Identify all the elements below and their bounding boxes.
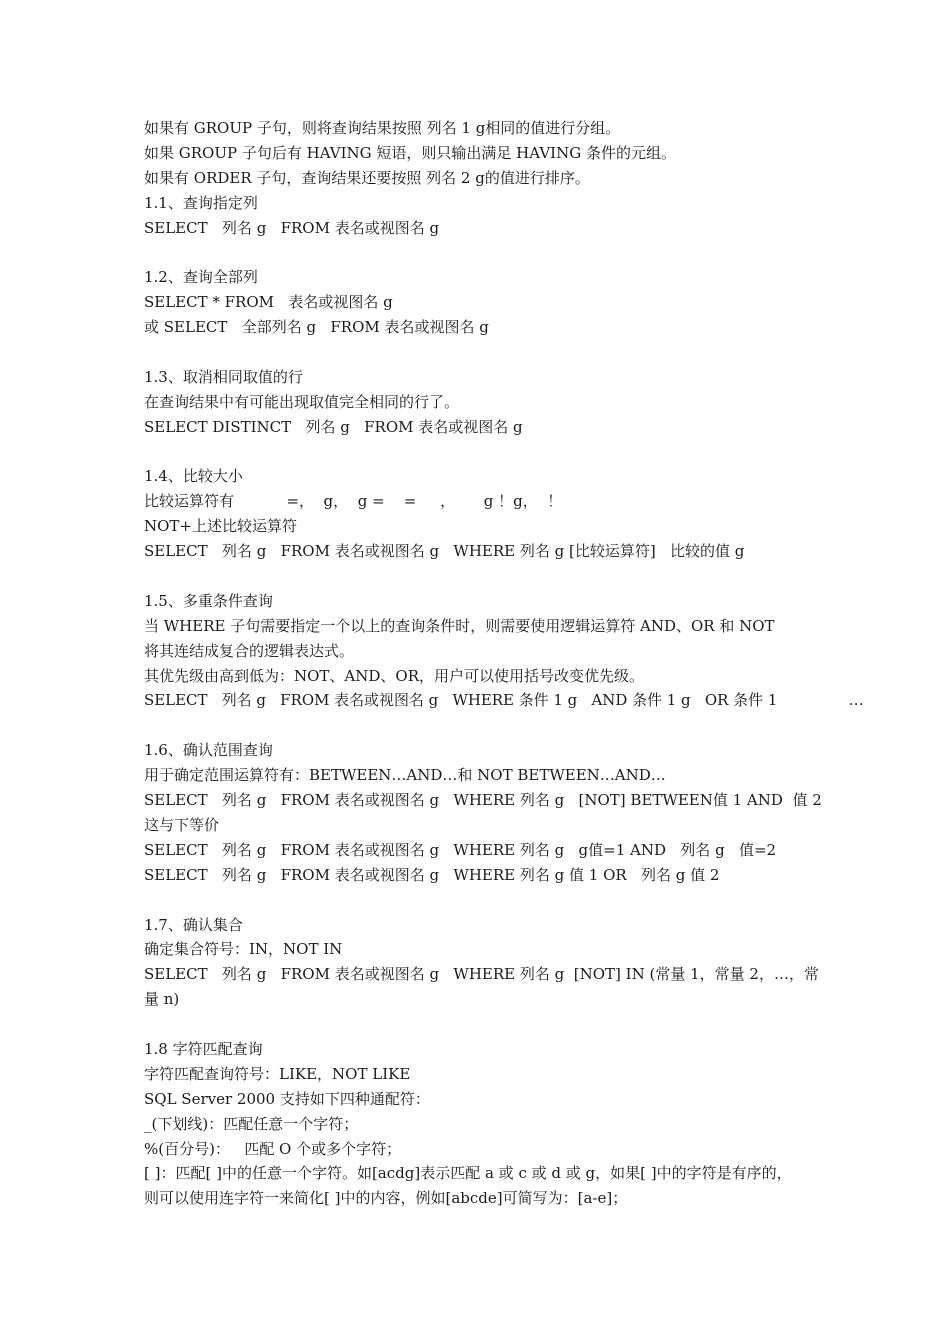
blank-line [144,340,844,365]
blank-line [144,564,844,589]
blank-line [144,440,844,465]
section-heading: 1.4、比较大小 [144,467,243,486]
section-heading: 1.2、查询全部列 [144,268,258,287]
text-line: [ ]：匹配[ ]中的任意一个字符。如[acdg]表示匹配 a 或 c 或 d 或 g，如果[ ]中的字符是有序的， [144,1164,792,1183]
text-line: 这与下等价 [144,815,220,834]
blank-line [144,888,844,913]
text-line: 如果有 ORDER 子句，查询结果还要按照 列名 2 g的值进行排序。 [144,168,590,187]
text-line: %(百分号)： 匹配 O 个或多个字符； [144,1139,402,1158]
text-line: 将其连结成复合的逻辑表达式。 [144,641,355,660]
document-body [144,116,864,1211]
text-line: SQL Server 2000 支持如下四种通配符： [144,1089,430,1108]
section-heading: 1.1、查询指定列 [144,193,258,212]
text-line: 用于确定范围运算符有：BETWEEN…AND…和 NOT BETWEEN…AND… [144,766,666,785]
text-line: 确定集合符号：IN，NOT IN [144,940,343,959]
section-heading: 1.5、多重条件查询 [144,591,273,610]
section-heading: 1.6、确认范围查询 [144,741,273,760]
text-line: 当 WHERE 子句需要指定一个以上的查询条件时，则需要使用逻辑运算符 AND、OR 和 NOT [144,616,775,635]
text-line: NOT+上述比较运算符 [144,517,297,536]
code-line: SELECT 列名 g FROM 表名或视图名 g WHERE 列名 g g值=1 AND 列名 g 值=2 [144,840,777,859]
text-line: 则可以使用连字符一来简化[ ]中的内容，例如[abcde]可简写为：[a-e]； [144,1189,628,1208]
text-line: 其优先级由高到低为：NOT、AND、OR，用户可以使用括号改变优先级。 [144,666,645,685]
section-heading: 1.3、取消相同取值的行 [144,367,303,386]
code-line: 或 SELECT 全部列名 g FROM 表名或视图名 g [144,318,489,337]
operator-list-line: 比较运算符有 =， g， g = = ， g ！g， ！ [144,492,563,511]
blank-line [144,240,844,265]
text-line: 如果 GROUP 子句后有 HAVING 短语，则只输出满足 HAVING 条件的元组。 [144,143,676,162]
code-line: SELECT 列名 g FROM 表名或视图名 g WHERE 列名 g [NOT] BETWEEN值 1 AND 值 2 [144,791,822,810]
blank-line [144,713,844,738]
code-line: SELECT 列名 g FROM 表名或视图名 g [144,218,440,237]
blank-line [144,1012,844,1037]
section-heading: 1.8 字符匹配查询 [144,1039,263,1058]
code-line: SELECT DISTINCT 列名 g FROM 表名或视图名 g [144,417,523,436]
code-line: SELECT * FROM 表名或视图名 g [144,293,393,312]
code-line: SELECT 列名 g FROM 表名或视图名 g WHERE 条件 1 g AND 条件 1 g OR 条件 1 … [144,691,864,710]
text-line: 如果有 GROUP 子句，则将查询结果按照 列名 1 g相同的值进行分组。 [144,119,621,137]
code-line: SELECT 列名 g FROM 表名或视图名 g WHERE 列名 g [NOT] IN (常量 1，常量 2，…，常 [144,965,819,984]
section-heading: 1.7、确认集合 [144,915,243,934]
code-line: SELECT 列名 g FROM 表名或视图名 g WHERE 列名 g [比较运算符] 比较的值 g [144,542,745,561]
code-line: SELECT 列名 g FROM 表名或视图名 g WHERE 列名 g 值 1 OR 列名 g 值 2 [144,865,720,884]
text-line: _(下划线)：匹配任意一个字符； [144,1114,359,1133]
code-line: 量 n) [144,990,180,1009]
text-line: 在查询结果中有可能出现取值完全相同的行了。 [144,392,460,411]
text-line: 字符匹配查询符号：LIKE，NOT LIKE [144,1064,411,1083]
